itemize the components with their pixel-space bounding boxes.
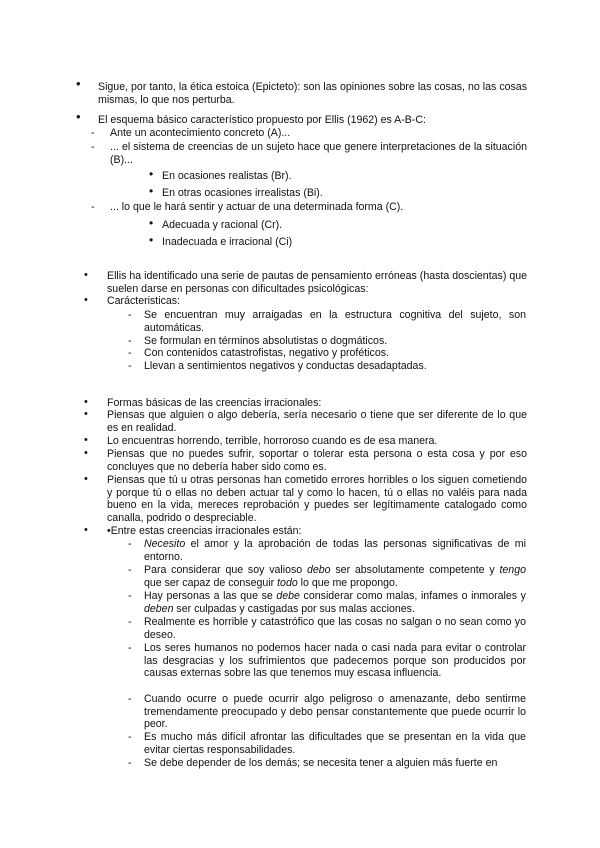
dash-marker: - (128, 335, 132, 347)
dash-marker: - (128, 590, 132, 602)
dash-marker: - (91, 127, 95, 139)
dash-marker: - (128, 642, 132, 654)
bullet-marker: • (84, 473, 88, 485)
dash-marker: - (91, 201, 95, 213)
caracteristica-catastrofistas: Con contenidos catastrofistas, negativo y proféticos. (144, 347, 389, 359)
creencia-personas-malas: Hay personas a las que se debe considerar como malas, infames o inmorales y deben ser culpadas y castigadas por sus malas acciones. (144, 590, 526, 615)
emphasis: tengo (499, 564, 526, 576)
dash-marker: - (128, 731, 132, 743)
bullet-marker: • (76, 76, 81, 91)
dash-marker: - (128, 538, 132, 550)
creencia-seres-humanos: Los seres humanos no podemos hacer nada o casi nada para evitar o controlar las desgracias y los sufrimientos que padecemos porque son producidos por causas externas sobre las que tenemos muy escasa influencia. (144, 642, 526, 679)
creencia-dificultades: Es mucho más difícil afrontar las dificultades que se presentan en la vida que evitar ciertas responsabilidades. (144, 731, 526, 756)
bullet-marker: • (84, 269, 88, 281)
bullet-marker: • (149, 216, 154, 230)
dash-marker: - (128, 564, 132, 576)
emphasis: deben (144, 602, 174, 615)
emphasis: debe (276, 590, 300, 602)
creencia-necesito-amor: Necesito el amor y la aprobación de todas las personas significativas de mi entorno. (144, 538, 526, 563)
caracteristica-sentimientos: Llevan a sentimientos negativos y conductas desadaptadas. (144, 360, 427, 372)
bullet-marker: • (84, 294, 88, 306)
abc-item-ci: Inadecuada e irracional (Ci) (162, 236, 293, 248)
paragraph-esquema-abc: El esquema básico característico propuesto por Ellis (1962) es A-B-C: (98, 114, 426, 126)
abc-item-br: En ocasiones realistas (Br). (162, 170, 292, 182)
paragraph-formas-basicas: Formas básicas de las creencias irracionales: (107, 397, 322, 409)
emphasis: todo (277, 576, 298, 589)
abc-item-c: ... lo que le hará sentir y actuar de una determinada forma (C). (110, 201, 404, 213)
abc-item-bi: En otras ocasiones irrealistas (Bi). (162, 187, 323, 199)
abc-item-cr: Adecuada y racional (Cr). (162, 219, 283, 231)
creencia-valioso: Para considerar que soy valioso debo ser absolutamente competente y tengo que ser capaz de conseguir todo lo que me propongo. (144, 564, 526, 589)
paragraph-entre-creencias: •Entre estas creencias irracionales están: (107, 525, 302, 537)
paragraph-errores-horribles: Piensas que tú u otras personas han cometido errores horribles o los siguen cometiendo y porque tú o ellas no deben actuar tal y como lo hacen, tú o ellas no valéis para nada bueno en la vida, mereces reprobación y puedes ser legítimamente catalogado como canalla, podrido o despreciable. (107, 474, 527, 524)
dash-marker: - (128, 360, 132, 372)
paragraph-caracteristicas: Carácteristicas: (107, 295, 180, 307)
caracteristica-arraigadas: Se encuentran muy arraigadas en la estructura cognitiva del sujeto, son automáticas. (144, 309, 526, 334)
bullet-marker: • (84, 434, 88, 446)
bullet-marker: • (84, 524, 88, 536)
bullet-marker: • (76, 109, 81, 124)
paragraph-etica-estoica: Sigue, por tanto, la ética estoica (Epicteto): son las opiniones sobre las cosas, no las cosas mismas, lo que nos perturba. (98, 81, 527, 106)
paragraph-horrendo: Lo encuentras horrendo, terrible, horroroso cuando es de esa manera. (107, 435, 438, 447)
emphasis: Necesito (144, 538, 186, 550)
paragraph-deberia: Piensas que alguien o algo debería, sería necesario o tiene que ser diferente de lo que es en realidad. (107, 409, 527, 434)
bullet-marker: • (84, 447, 88, 459)
creencia-peligroso: Cuando ocurre o puede ocurrir algo peligroso o amenazante, debo sentirme tremendamente preocupado y debo pensar constantemente que puede ocurrir lo peor. (144, 693, 526, 730)
bullet-marker: • (84, 396, 88, 408)
bullet-marker: • (84, 408, 88, 420)
dash-marker: - (128, 347, 132, 359)
dash-marker: - (128, 757, 132, 769)
bullet-marker: • (149, 167, 154, 181)
bullet-marker: • (149, 184, 154, 198)
emphasis: debo (307, 564, 331, 576)
bullet-marker: • (149, 233, 154, 247)
abc-item-a: Ante un acontecimiento concreto (A)... (110, 127, 291, 139)
dash-marker: - (128, 693, 132, 705)
creencia-catastrofico: Realmente es horrible y catastrófico que las cosas no salgan o no sean como yo deseo. (144, 616, 526, 641)
paragraph-pautas-pensamiento: Ellis ha identificado una serie de pautas de pensamiento erróneas (hasta doscientas) que suelen darse en personas con dificultades psicológicas: (107, 270, 527, 295)
paragraph-no-puedes-sufrir: Piensas que no puedes sufrir, soportar o tolerar esta persona o esta cosa y por eso concluyes que no debería haber sido como es. (107, 448, 527, 473)
dash-marker: - (128, 309, 132, 321)
caracteristica-absolutistas: Se formulan en términos absolutistas o dogmáticos. (144, 335, 388, 347)
dash-marker: - (128, 616, 132, 628)
abc-item-b: ... el sistema de creencias de un sujeto hace que genere interpretaciones de la situación (B)... (110, 141, 527, 166)
dash-marker: - (91, 141, 95, 153)
creencia-depender: Se debe depender de los demás; se necesita tener a alguien más fuerte en (144, 757, 498, 769)
